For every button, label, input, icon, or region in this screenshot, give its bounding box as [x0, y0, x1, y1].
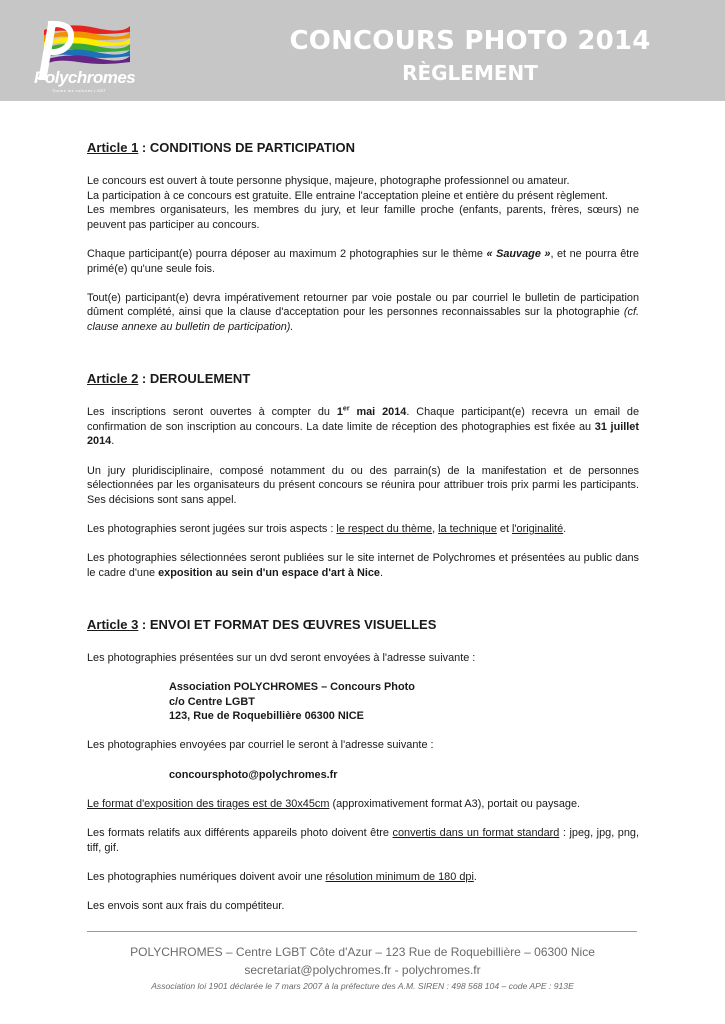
article-3-heading: [87, 617, 639, 633]
article-3-para-5: [87, 870, 639, 885]
text-span: Chaque participant(e) pourra déposer au maximum 2 photographies sur le thème: [87, 247, 487, 260]
theme-name: « Sauvage »: [486, 247, 551, 260]
article-3-para-2: Les photographies envoyées par courriel le seront à l'adresse suivante :: [87, 739, 434, 752]
criterion-theme: le respect du thème: [336, 522, 433, 535]
article-2-para-4: [87, 551, 639, 580]
article-2-title: : DEROULEMENT: [138, 371, 251, 387]
text-span: Les photographies sélectionnées seront publiées sur le site internet de Polychromes et présentées au public dans le cadre d'une: [87, 552, 639, 579]
article-1-title: : CONDITIONS DE PARTICIPATION: [138, 140, 355, 155]
article-1-para-5: [87, 291, 639, 335]
article-2-para-1: [87, 405, 639, 449]
polychromes-logo: [30, 20, 140, 95]
page-subtitle: RÈGLEMENT: [402, 61, 538, 85]
text-span: .: [379, 566, 383, 579]
article-2-para-2: Un jury pluridisciplinaire, composé notamment du ou des parrain(s) de la manifestation et de personnes sélectionnées par les organisateurs du présent concours se réunira pour attribuer trois prix parmi les participants. Ses décisions sont sans appel.: [87, 464, 639, 506]
address-line-3: 123, Rue de Roquebillière 06300 NICE: [169, 710, 364, 723]
article-1-number: Article 1: [87, 140, 139, 155]
text-span: mai 2014: [349, 406, 407, 419]
article-2-heading: [87, 371, 639, 387]
article-3-number: Article 3: [87, 616, 139, 632]
footer-legal: Association loi 1901 déclarée le 7 mars 2007 à la préfecture des A.M. SIREN : 498 568 104 – code APE : 913E: [151, 981, 574, 991]
article-1-para-1: Le concours est ouvert à toute personne physique, majeure, photographe professionnel ou amateur.: [87, 175, 570, 187]
print-format: Le format d'exposition des tirages est de 30x45cm: [87, 797, 330, 810]
article-3-para-3: [87, 797, 639, 812]
footer-divider: [87, 931, 637, 932]
article-1-para-3: Les membres organisateurs, les membres du jury, et leur famille proche (enfants, parents, frères, sœurs) ne peuvent pas participer au concours.: [87, 204, 639, 231]
logo-text: Polychromes: [34, 68, 136, 87]
text-span: .: [473, 870, 477, 883]
text-span: et: [496, 522, 513, 535]
text-span: Les formats relatifs aux différents appareils photo doivent être: [87, 826, 393, 839]
article-3-para-4: [87, 826, 639, 855]
text-span: (approximativement format A3), portait ou paysage.: [329, 797, 581, 810]
submission-email: concoursphoto@polychromes.fr: [169, 768, 338, 781]
annex-reference: (cf. clause annexe au bulletin de participation).: [87, 306, 639, 333]
text-span: .: [563, 522, 567, 535]
text-span: : jpeg, jpg, png, tiff, gif.: [87, 826, 639, 854]
page-title: CONCOURS PHOTO 2014: [289, 26, 651, 56]
article-1-para-2: La participation à ce concours est gratuite. Elle entraine l'acceptation pleine et entière du présent règlement.: [87, 189, 608, 202]
address-line-2: c/o Centre LGBT: [169, 695, 255, 708]
text-span: , et ne pourra être primé(e) qu'une seule fois.: [87, 247, 639, 275]
deadline-date: 31 juillet 2014: [87, 420, 639, 448]
article-2-number: Article 2: [87, 371, 139, 387]
footer-contact: secretariat@polychromes.fr - polychromes.fr: [244, 963, 481, 977]
exhibition-note: exposition au sein d'un espace d'art à Nice: [158, 566, 380, 579]
text-span: . Chaque participant(e) recevra un email de confirmation de son inscription au concours. La date limite de réception des photographies est fixée au: [87, 406, 640, 433]
text-span: Les photographies numériques doivent avoir une: [87, 870, 326, 883]
criterion-originality: l'originalité: [512, 522, 564, 535]
criterion-technique: la technique: [438, 522, 497, 535]
logo-tagline: Toutes les cultures LGBT: [52, 88, 107, 93]
article-1-heading: [87, 140, 639, 156]
text-span: Les inscriptions seront ouvertes à compter du: [87, 406, 337, 419]
text-span: ,: [432, 522, 439, 535]
page-header: [0, 0, 725, 101]
article-1-para-4: [87, 247, 639, 276]
article-3-para-1: Les photographies présentées sur un dvd seront envoyées à l'adresse suivante :: [87, 651, 476, 664]
rules-body: [87, 140, 639, 928]
min-resolution: résolution minimum de 180 dpi: [325, 870, 474, 883]
article-3-para-6: Les envois sont aux frais du compétiteur.: [87, 899, 285, 912]
text-span: .: [111, 435, 115, 448]
ordinal-suffix: er: [342, 405, 350, 413]
text-span: Les photographies seront jugées sur trois aspects :: [87, 522, 337, 535]
postal-address: [169, 680, 639, 724]
text-span: Tout(e) participant(e) devra impérativement retourner par voie postale ou par courriel le bulletin de participation dûment complété, ainsi que la clause d'acceptation pour les personnes reconnaissables sur la photographie: [87, 291, 639, 319]
address-line-1: Association POLYCHROMES – Concours Photo: [169, 681, 415, 694]
footer-address: POLYCHROMES – Centre LGBT Côte d'Azur – 123 Rue de Roquebillière – 06300 Nice: [130, 945, 595, 959]
article-2-para-3: [87, 522, 639, 537]
standard-format: convertis dans un format standard: [392, 826, 560, 839]
start-date: [337, 406, 406, 418]
article-3-title: : ENVOI ET FORMAT DES ŒUVRES VISUELLES: [138, 616, 437, 632]
text-span: 1: [336, 406, 343, 419]
